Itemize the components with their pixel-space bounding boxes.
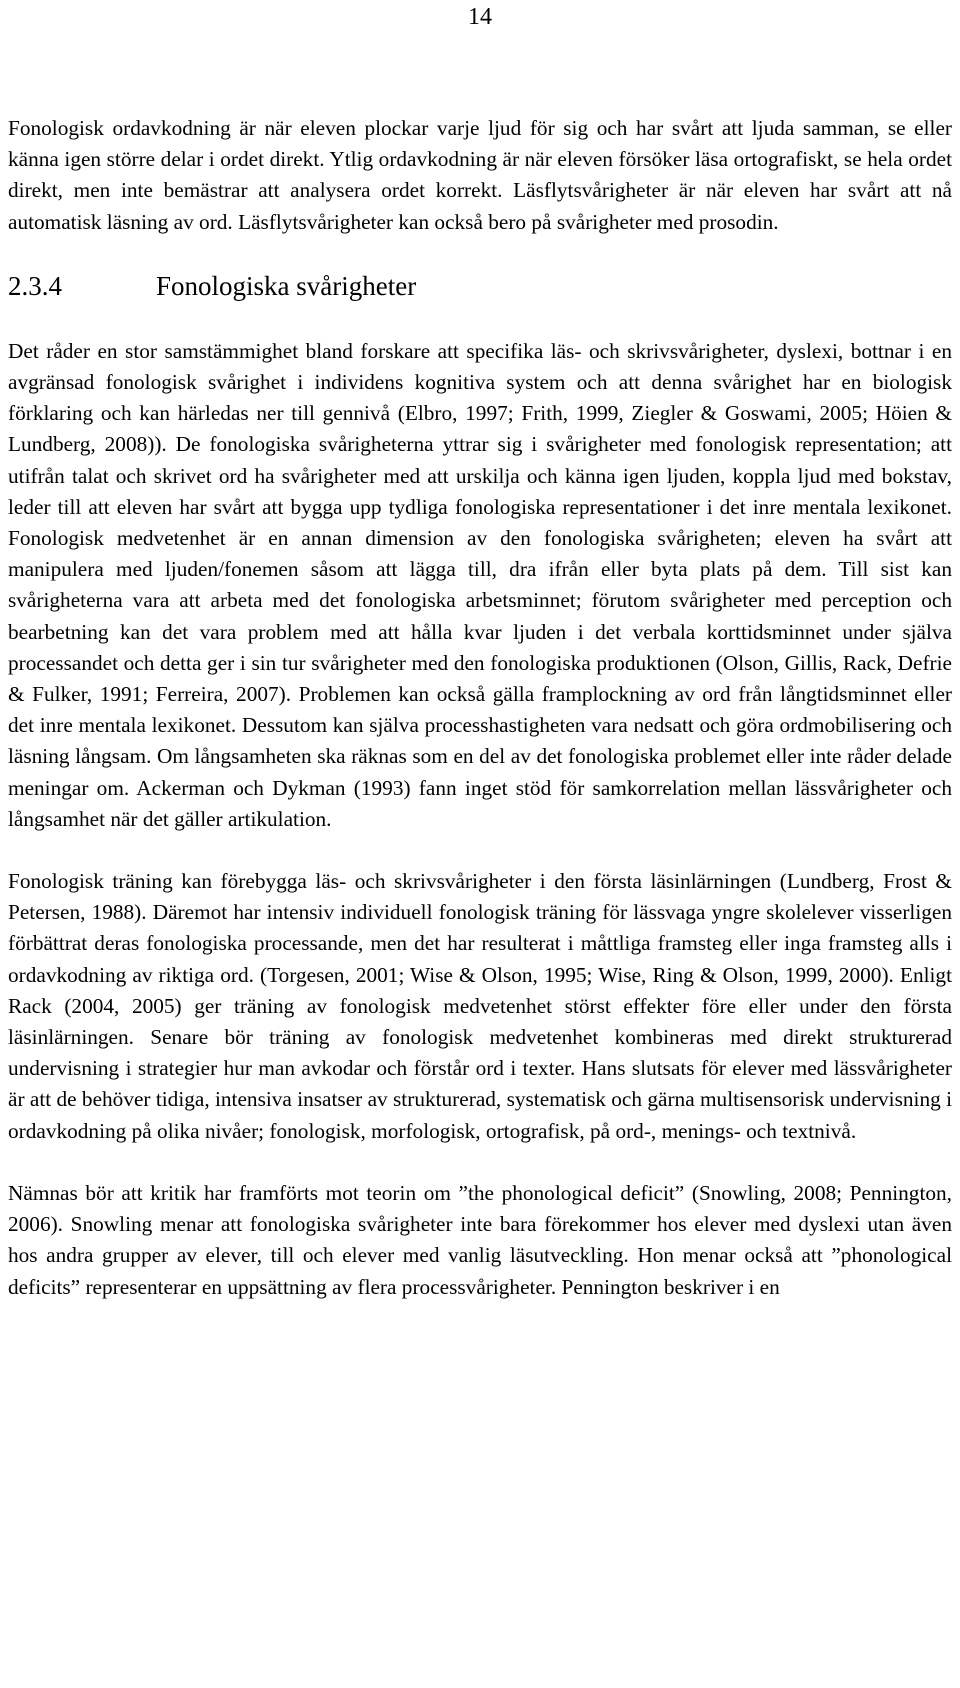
section-number: 2.3.4 <box>8 270 62 301</box>
page-number: 14 <box>468 4 492 30</box>
paragraph-kritik: Nämnas bör att kritik har framförts mot teorin om ”the phonological deficit” (Snowling, 2008; Pennington, 2006). Snowling menar att fonologiska svårigheter inte bara förekommer hos elever med dyslexi utan även hos andra grupper av elever, till och elever med vanlig läsutveckling. Hon menar också att ”phonological deficits” representerar en uppsättning av flera processvårigheter. Pennington beskriver i en <box>8 1180 952 1299</box>
paragraph-fonologisk-traning: Fonologisk träning kan förebygga läs- och skrivsvårigheter i den första läsinlärningen (Lundberg, Frost & Petersen, 1988). Däremot har intensiv individuell fonologisk träning för lässvaga yngre skolelever visserligen förbättrat deras fonologiska processande, men det har resulterat i måttliga framsteg eller inga framsteg alls i ordavkodning av riktiga ord. (Torgesen, 2001; Wise & Olson, 1995; Wise, Ring & Olson, 1999, 2000). Enligt Rack (2004, 2005) ger träning av fonologisk medvetenhet störst effekter före eller under den första läsinlärningen. Senare bör träning av fonologisk medvetenhet kombineras med direkt strukturerad undervisning i strategier hur man avkodar och förstår ord i texter. Hans slutsats för elever med lässvårigheter är att de behöver tidiga, intensiva insatser av strukturerad, systematisk och gärna multisensorisk undervisning i ordavkodning på olika nivåer; fonologisk, morfologisk, ortografisk, på ord-, menings- och textnivå. <box>8 869 952 1143</box>
document-body <box>8 113 952 1303</box>
section-heading <box>8 269 952 303</box>
section-title: Fonologiska svårigheter <box>156 270 417 301</box>
paragraph-ordavkodning: Fonologisk ordavkodning är när eleven plockar varje ljud för sig och har svårt att ljuda samman, se eller känna igen större delar i ordet direkt. Ytlig ordavkodning är när eleven försöker läsa ortografiskt, se hela ordet direkt, men inte bemästrar att analysera ordet korrekt. Läsflytsvårigheter är när eleven har svårt att nå automatisk läsning av ord. Läsflytsvårigheter kan också bero på svårigheter med prosodin. <box>8 116 952 234</box>
paragraph-fonologiska-svarigheter: Det råder en stor samstämmighet bland forskare att specifika läs- och skrivsvårigheter, dyslexi, bottnar i en avgränsad fonologisk svårighet i individens kognitiva system och att denna svårighet har en biologisk förklaring och kan härledas ner till gennivå (Elbro, 1997; Frith, 1999, Ziegler & Goswami, 2005; Höien & Lundberg, 2008)). De fonologiska svårigheterna yttrar sig i svårigheter med fonologisk representation; att utifrån talat och skrivet ord ha svårigheter med att urskilja och känna igen ljuden, koppla ljud med bokstav, leder till att eleven har svårt att bygga upp tydliga fonologiska representationer i det inre mentala lexikonet. Fonologisk medvetenhet är en annan dimension av den fonologiska svårigheten; eleven ha svårt att manipulera med ljuden/fonemen såsom att lägga till, dra ifrån eller byta plats på dem. Till sist kan svårigheterna vara att arbeta med det fonologiska arbetsminnet; förutom svårigheter med perception och bearbetning kan det vara problem med att hålla kvar ljuden i det verbala korttidsminnet under själva processandet och detta ger i sin tur svårigheter med den fonologiska produktionen (Olson, Gillis, Rack, Defrie & Fulker, 1991; Ferreira, 2007). Problemen kan också gälla framplockning av ord från långtidsminnet eller det inre mentala lexikonet. Dessutom kan själva processhastigheten vara nedsatt och göra ordmobilisering och läsning långsam. Om långsamheten ska räknas som en del av det fonologiska problemet eller inte råder delade meningar om. Ackerman och Dykman (1993) fann inget stöd för samkorrelation mellan lässvårigheter och långsamhet när det gäller artikulation. <box>8 338 952 831</box>
